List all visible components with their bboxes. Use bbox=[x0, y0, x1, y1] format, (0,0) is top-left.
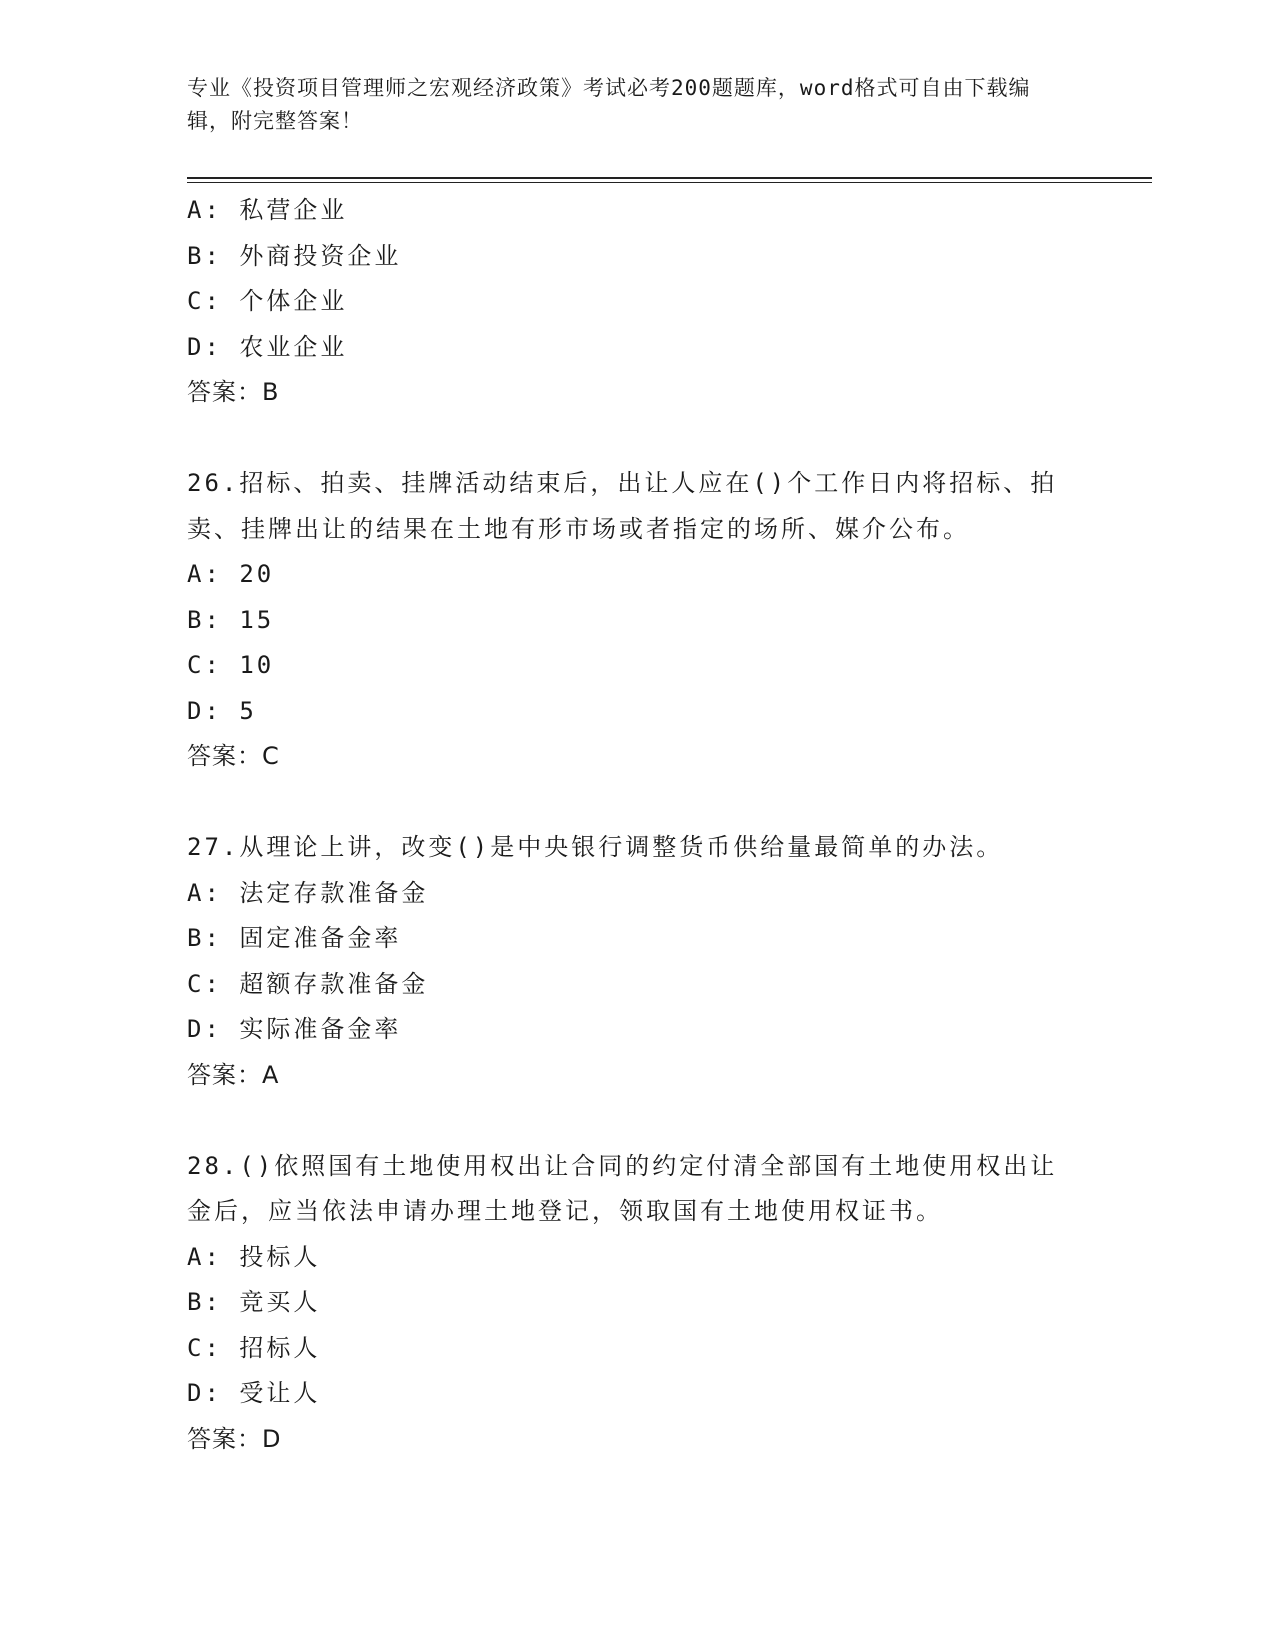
question-26 bbox=[187, 461, 1147, 780]
option-d: D: 5 bbox=[187, 696, 257, 725]
question-list bbox=[187, 188, 1147, 1462]
option-c: C: 10 bbox=[187, 651, 275, 679]
option-c: C: 招标人 bbox=[187, 1333, 321, 1362]
answer: 答案：B bbox=[187, 378, 280, 406]
spacer bbox=[187, 416, 1147, 462]
option-c: C: 超额存款准备金 bbox=[187, 969, 429, 998]
spacer bbox=[187, 1098, 1147, 1144]
question-27 bbox=[187, 825, 1147, 1098]
document-header: 专业《投资项目管理师之宏观经济政策》考试必考200题题库，word格式可自由下载编辑，附完整答案！ bbox=[187, 76, 1031, 133]
spacer bbox=[187, 780, 1147, 826]
question-stem: 28.()依照国有土地使用权出让合同的约定付清全部国有土地使用权出让金后，应当依法申请办理土地登记，领取国有土地使用权证书。 bbox=[187, 1151, 1058, 1225]
question-28 bbox=[187, 1144, 1147, 1463]
option-b: B: 竞买人 bbox=[187, 1288, 321, 1316]
option-b: B: 15 bbox=[187, 605, 275, 634]
option-a: A: 私营企业 bbox=[187, 196, 348, 224]
answer: 答案：D bbox=[187, 1424, 282, 1453]
option-b: B: 固定准备金率 bbox=[187, 924, 402, 952]
option-c: C: 个体企业 bbox=[187, 287, 348, 315]
option-a: A: 法定存款准备金 bbox=[187, 878, 429, 907]
answer: 答案：C bbox=[187, 742, 280, 770]
option-a: A: 20 bbox=[187, 560, 275, 588]
document-page bbox=[187, 0, 1147, 1650]
question-stem: 26.招标、拍卖、挂牌活动结束后，出让人应在()个工作日内将招标、拍卖、挂牌出让的结果在土地有形市场或者指定的场所、媒介公布。 bbox=[187, 469, 1058, 543]
question-prev bbox=[187, 188, 1147, 416]
option-d: D: 受让人 bbox=[187, 1379, 321, 1407]
option-d: D: 农业企业 bbox=[187, 332, 348, 361]
question-stem: 27.从理论上讲，改变()是中央银行调整货币供给量最简单的办法。 bbox=[187, 833, 1004, 861]
answer: 答案：A bbox=[187, 1060, 280, 1089]
header-divider bbox=[187, 177, 1152, 183]
option-a: A: 投标人 bbox=[187, 1242, 321, 1271]
option-d: D: 实际准备金率 bbox=[187, 1015, 402, 1043]
option-b: B: 外商投资企业 bbox=[187, 241, 402, 270]
